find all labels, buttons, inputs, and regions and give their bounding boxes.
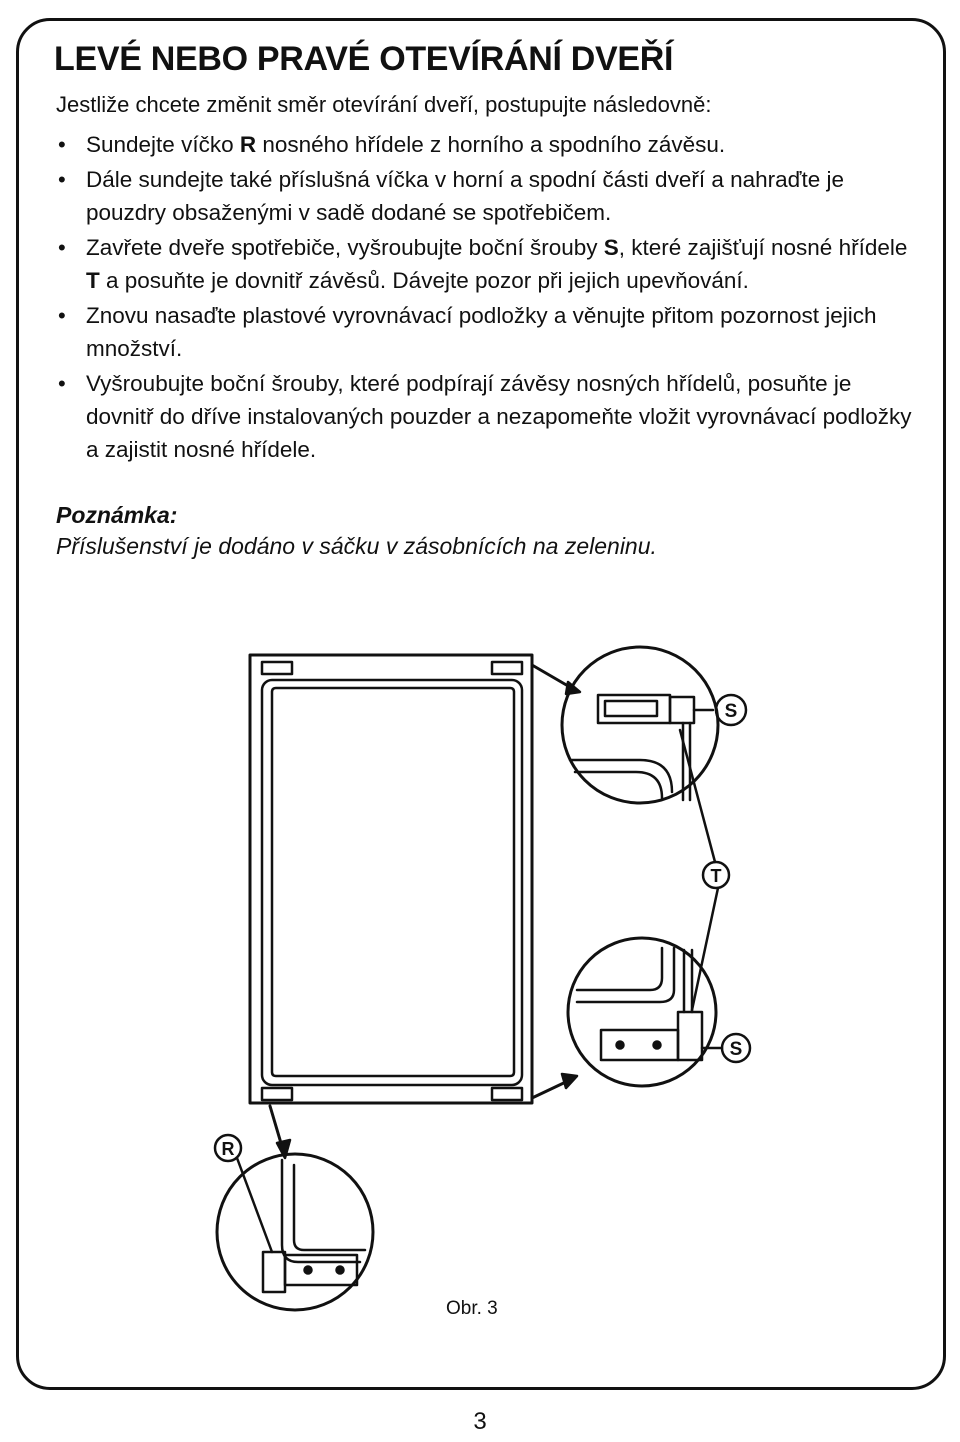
step-5-text: Vyšroubujte boční šrouby, které podpírají závěsy nosných hřídelů, posuňte je dovnitř do dříve instalovaných pouzder a nezapomeňte vložit vyrovnávací podložky a zajistit nosné hřídele. — [86, 371, 912, 462]
step-1-bold: R — [239, 132, 257, 157]
step-3-bold-s: S — [603, 235, 619, 260]
step-2-text: Dále sundejte také příslušná víčka v horní a spodní části dveří a nahraďte je pouzdry obsaženými v sadě dodané se spotřebičem. — [86, 167, 845, 225]
step-1-text-a: Sundejte víčko — [86, 132, 240, 157]
note-label: Poznámka: — [56, 502, 178, 528]
callout-t: T — [710, 866, 722, 886]
step-3-text-a: Zavřete dveře spotřebiče, vyšroubujte boční šrouby — [86, 235, 604, 260]
step-1-text-b: nosného hřídele z horního a spodního závěsu. — [256, 132, 726, 157]
step-4-text: Znovu nasaďte plastové vyrovnávací podložky a věnujte přitom pozornost jejich množství. — [86, 303, 877, 361]
callout-r: R — [221, 1139, 235, 1159]
bottom-hinge-detail — [532, 888, 750, 1098]
step-3-text-c: a posuňte je dovnitř závěsů. Dávejte pozor při jejich upevňování. — [99, 268, 749, 293]
door-drawing — [250, 655, 532, 1103]
page-title: LEVÉ NEBO PRAVÉ OTEVÍRÁNÍ DVEŘÍ — [54, 40, 674, 78]
r-cap-detail — [215, 1106, 373, 1310]
callout-s-bottom: S — [729, 1039, 743, 1060]
callout-s-top: S — [724, 701, 738, 722]
step-3-text-b: , které zajišťují nosné hřídele — [618, 235, 908, 260]
page-number: 3 — [473, 1408, 487, 1435]
top-hinge-detail — [532, 647, 746, 862]
figure-caption: Obr. 3 — [446, 1298, 498, 1319]
intro-text: Jestliže chcete změnit směr otevírání dveří, postupujte následovně: — [56, 92, 712, 117]
note-text: Příslušenství je dodáno v sáčku v zásobnících na zeleninu. — [56, 533, 657, 559]
step-3-bold-t: T — [86, 268, 100, 293]
